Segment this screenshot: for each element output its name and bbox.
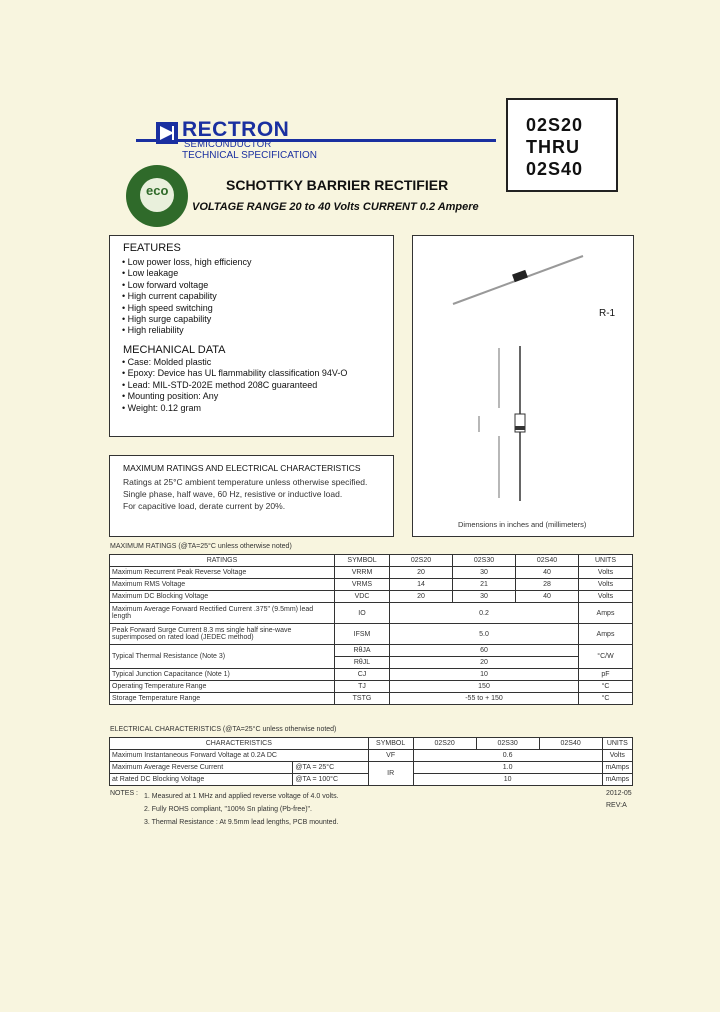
cell: IR [368, 762, 413, 786]
cell: TJ [335, 681, 390, 693]
cell: °C [579, 693, 633, 705]
cell: Typical Thermal Resistance (Note 3) [110, 645, 335, 669]
elec-table-caption: ELECTRICAL CHARACTERISTICS (@TA=25°C unless otherwise noted) [110, 726, 337, 733]
part-number-box [506, 98, 618, 192]
mechanical-heading: MECHANICAL DATA [123, 344, 226, 356]
cell: RθJA [335, 645, 390, 657]
cell: 0.6 [413, 750, 602, 762]
table-row [110, 603, 633, 624]
cell: Typical Junction Capacitance (Note 1) [110, 669, 335, 681]
cell: at Rated DC Blocking Voltage [110, 774, 293, 786]
eco-badge-text: eco [146, 183, 169, 198]
mechanical-item: • Weight: 0.12 gram [122, 402, 202, 413]
cell: Maximum DC Blocking Voltage [110, 591, 335, 603]
header-cell: 02S30 [476, 738, 539, 750]
mechanical-item: • Lead: MIL-STD-202E method 208C guaranteed [122, 379, 318, 390]
table-row [110, 693, 633, 705]
max-table-caption: MAXIMUM RATINGS (@TA=25°C unless otherwise noted) [110, 543, 292, 550]
header-cell: 02S30 [453, 555, 516, 567]
cell: pF [579, 669, 633, 681]
note-item: 1. Measured at 1 MHz and applied reverse voltage of 4.0 volts. [144, 793, 339, 800]
cell: 21 [453, 579, 516, 591]
note-item: 2. Fully ROHS compliant, "100% Sn plating (Pb-free)". [144, 806, 312, 813]
header-cell: UNITS [579, 555, 633, 567]
cell: VRMS [335, 579, 390, 591]
cell: Maximum Average Forward Rectified Current .375" (9.5mm) lead length [110, 603, 335, 624]
table-row [110, 681, 633, 693]
cell: Operating Temperature Range [110, 681, 335, 693]
notes-label: NOTES : [110, 790, 139, 797]
page-title: SCHOTTKY BARRIER RECTIFIER [226, 177, 449, 193]
brand-spec: TECHNICAL SPECIFICATION [182, 150, 318, 161]
cell: 10 [390, 669, 579, 681]
doc-code: 2012-05 [606, 790, 632, 797]
header-cell: 02S40 [539, 738, 602, 750]
table-row [110, 762, 633, 774]
electrical-table [109, 737, 633, 786]
table-row [110, 591, 633, 603]
dimension-note: Dimensions in inches and (millimeters) [458, 520, 587, 529]
brand-subtitle: SEMICONDUCTOR [184, 139, 272, 150]
cell: mAmps [602, 774, 632, 786]
cell: VDC [335, 591, 390, 603]
cell: Volts [579, 567, 633, 579]
cell: IO [335, 603, 390, 624]
mechanical-item: • Mounting position: Any [122, 391, 219, 402]
cell: 40 [516, 591, 579, 603]
cell: 150 [390, 681, 579, 693]
doc-revision: REV:A [606, 802, 627, 809]
cell: RθJL [335, 657, 390, 669]
ratings-note-line: For capacitive load, derate current by 20%. [123, 501, 286, 511]
feature-item: • Low forward voltage [122, 279, 209, 290]
cell: 20 [390, 591, 453, 603]
table-row [110, 624, 633, 645]
feature-item: • Low power loss, high efficiency [122, 257, 252, 267]
part-line-3: 02S40 [526, 159, 584, 179]
cell: mAmps [602, 762, 632, 774]
table-row [110, 645, 633, 657]
cell: 20 [390, 657, 579, 669]
cell: Maximum Average Reverse Current [110, 762, 293, 774]
mechanical-list [122, 357, 347, 414]
features-box [109, 235, 394, 437]
cell: °C [579, 681, 633, 693]
mechanical-item: • Epoxy: Device has UL flammability classification 94V-O [122, 368, 348, 379]
feature-item: • High surge capability [122, 314, 212, 325]
header-cell: RATINGS [110, 555, 335, 567]
brand-name: RECTRON [182, 118, 290, 141]
cell: @TA = 25°C [293, 762, 368, 774]
table-row [110, 750, 633, 762]
rectron-logo-icon [156, 122, 178, 144]
cell: -55 to + 150 [390, 693, 579, 705]
cell: 28 [516, 579, 579, 591]
table-row [110, 579, 633, 591]
header-cell: 02S20 [390, 555, 453, 567]
table-header-row [110, 555, 633, 567]
package-outline-box [412, 235, 634, 537]
cell: 10 [413, 774, 602, 786]
ratings-note-line: Single phase, half wave, 60 Hz, resistive or inductive load. [123, 489, 343, 499]
header-cell: 02S40 [516, 555, 579, 567]
features-heading: FEATURES [123, 242, 181, 254]
ratings-note-line: Ratings at 25°C ambient temperature unless otherwise specified. [123, 477, 368, 487]
header-cell: CHARACTERISTICS [110, 738, 369, 750]
mechanical-item: • Case: Molded plastic [122, 357, 212, 367]
ratings-note-box [109, 455, 394, 537]
cell: 30 [453, 567, 516, 579]
ratings-note-text [123, 476, 367, 512]
cell: Peak Forward Surge Current 8.3 ms single half sine-wave superimposed on rated load (JEDEC method) [110, 624, 335, 645]
ratings-heading: MAXIMUM RATINGS AND ELECTRICAL CHARACTERISTICS [123, 463, 361, 473]
cell: 40 [516, 567, 579, 579]
feature-item: • High reliability [122, 325, 184, 336]
cell: Storage Temperature Range [110, 693, 335, 705]
cell: Volts [579, 591, 633, 603]
cell: TSTG [335, 693, 390, 705]
table-row [110, 669, 633, 681]
cell: 20 [390, 567, 453, 579]
feature-item: • High speed switching [122, 302, 213, 313]
cell: °C/W [579, 645, 633, 669]
cell: VF [368, 750, 413, 762]
note-item: 3. Thermal Resistance : At 9.5mm lead lengths, PCB mounted. [144, 819, 339, 826]
header-cell: SYMBOL [335, 555, 390, 567]
cell: 0.2 [390, 603, 579, 624]
cell: Volts [579, 579, 633, 591]
cell: VRRM [335, 567, 390, 579]
max-ratings-table [109, 554, 633, 705]
features-list [122, 257, 252, 337]
header-cell: 02S20 [413, 738, 476, 750]
page-subtitle: VOLTAGE RANGE 20 to 40 Volts CURRENT 0.2 Ampere [192, 201, 479, 213]
cell: Maximum RMS Voltage [110, 579, 335, 591]
part-line-2: THRU [526, 137, 580, 157]
package-label: R-1 [599, 308, 616, 319]
cell: IFSM [335, 624, 390, 645]
cell: CJ [335, 669, 390, 681]
cell: Volts [602, 750, 632, 762]
header-cell: SYMBOL [368, 738, 413, 750]
cell: 1.0 [413, 762, 602, 774]
table-row [110, 567, 633, 579]
header-cell: UNITS [602, 738, 632, 750]
table-header-row [110, 738, 633, 750]
cell: 60 [390, 645, 579, 657]
feature-item: • Low leakage [122, 268, 179, 279]
cell: 30 [453, 591, 516, 603]
cell: Maximum Recurrent Peak Reverse Voltage [110, 567, 335, 579]
cell: Maximum Instantaneous Forward Voltage at 0.2A DC [110, 750, 369, 762]
part-line-1: 02S20 [526, 115, 584, 135]
cell: 14 [390, 579, 453, 591]
cell: 5.0 [390, 624, 579, 645]
feature-item: • High current capability [122, 291, 217, 302]
cell: Amps [579, 624, 633, 645]
cell: Amps [579, 603, 633, 624]
notes-list [144, 790, 339, 829]
cell: @TA = 100°C [293, 774, 368, 786]
diode-drawing-icon [413, 236, 633, 536]
